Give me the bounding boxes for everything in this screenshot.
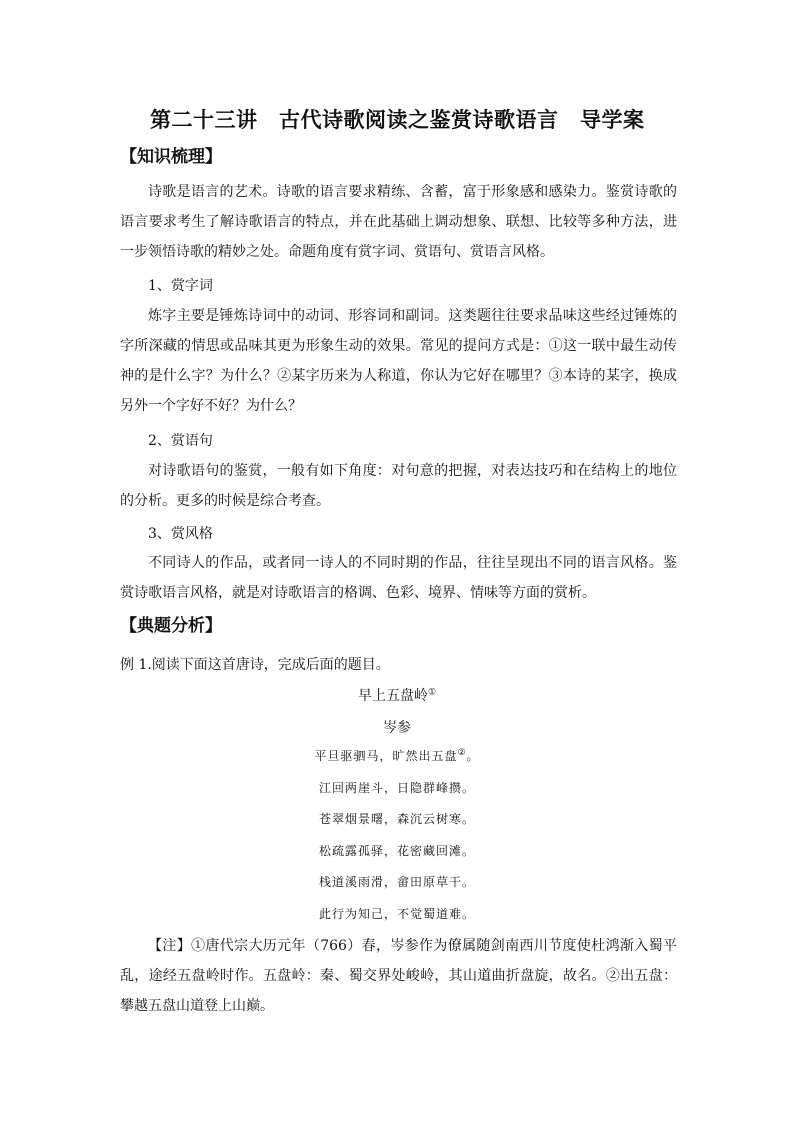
example-prompt: 例 1.阅读下面这首唐诗，完成后面的题目。 bbox=[120, 657, 390, 673]
item-label-words: 1、赏字词 bbox=[148, 278, 213, 294]
item-paragraph-sentences bbox=[120, 456, 677, 516]
item-label-sentences: 2、赏语句 bbox=[148, 433, 213, 449]
poem-line: 苍翠烟景曙，森沉云树寒。 bbox=[318, 812, 475, 826]
poem-line: 江回两崖斗，日隐群峰攒。 bbox=[318, 780, 475, 795]
poem-line: 平旦驱驷马，旷然出五盘②。 bbox=[314, 748, 480, 763]
item-text-style: 不同诗人的作品，或者同一诗人的不同时期的作品，往往呈现出不同的语言风格。鉴赏诗歌语言风格，就是对诗歌语言的格调、色彩、境界、情味等方面的赏析。 bbox=[120, 555, 677, 601]
poem-title bbox=[0, 685, 794, 705]
item-text-words: 炼字主要是锤炼诗词中的动词、形容词和副词。这类题往往要求品味这些经过锤炼的字所深藏的情思或品味其更为形象生动的效果。常见的提问方式是：①这一联中最生动传神的是什么字？为什么？②某字历来为人称道，你认为它好在哪里？③本诗的某字，换成另外一个字好不好？为什么？ bbox=[120, 308, 677, 414]
poem-line: 栈道溪雨滑，畲田原草干。 bbox=[318, 875, 475, 889]
poem-body bbox=[0, 741, 794, 930]
poem-title-footnote-mark: ① bbox=[427, 687, 437, 698]
poem-line: 松疏露孤驿，花密藏回滩。 bbox=[318, 843, 475, 858]
poem-line: 此行为知己，不觉蜀道难。 bbox=[318, 906, 475, 921]
poem-title-text: 早上五盘岭 bbox=[357, 688, 428, 704]
section-heading-examples: 【典题分析】 bbox=[120, 616, 222, 636]
section-heading-knowledge: 【知识梳理】 bbox=[120, 147, 222, 167]
intro-text: 诗歌是语言的艺术。诗歌的语言要求精练、含蓄，富于形象感和感染力。鉴赏诗歌的语言要求考生了解诗歌语言的特点，并在此基础上调动想象、联想、比较等多种方法，进一步领悟诗歌的精妙之处。命题角度有赏字词、赏语句、赏语言风格。 bbox=[120, 184, 677, 260]
item-paragraph-words bbox=[120, 301, 677, 421]
intro-paragraph bbox=[120, 177, 677, 267]
note-paragraph bbox=[120, 931, 677, 1021]
poem-line-footnote-mark: ② bbox=[457, 748, 467, 758]
item-text-sentences: 对诗歌语句的鉴赏，一般有如下角度：对句意的把握，对表达技巧和在结构上的地位的分析。更多的时候是综合考查。 bbox=[120, 463, 677, 509]
item-paragraph-style bbox=[120, 548, 677, 608]
page-title: 第二十三讲 古代诗歌阅读之鉴赏诗歌语言 导学案 bbox=[150, 107, 645, 132]
poem-author: 岑参 bbox=[383, 720, 411, 736]
note-text: 【注】①唐代宗大历元年（766）春，岑参作为僚属随剑南西川节度使杜鸿渐入蜀平乱，途经五盘岭时作。五盘岭：秦、蜀交界处峻岭，其山道曲折盘旋，故名。②出五盘：攀越五盘山道登上山巅。 bbox=[120, 938, 677, 1014]
item-label-style: 3、赏风格 bbox=[148, 526, 213, 542]
